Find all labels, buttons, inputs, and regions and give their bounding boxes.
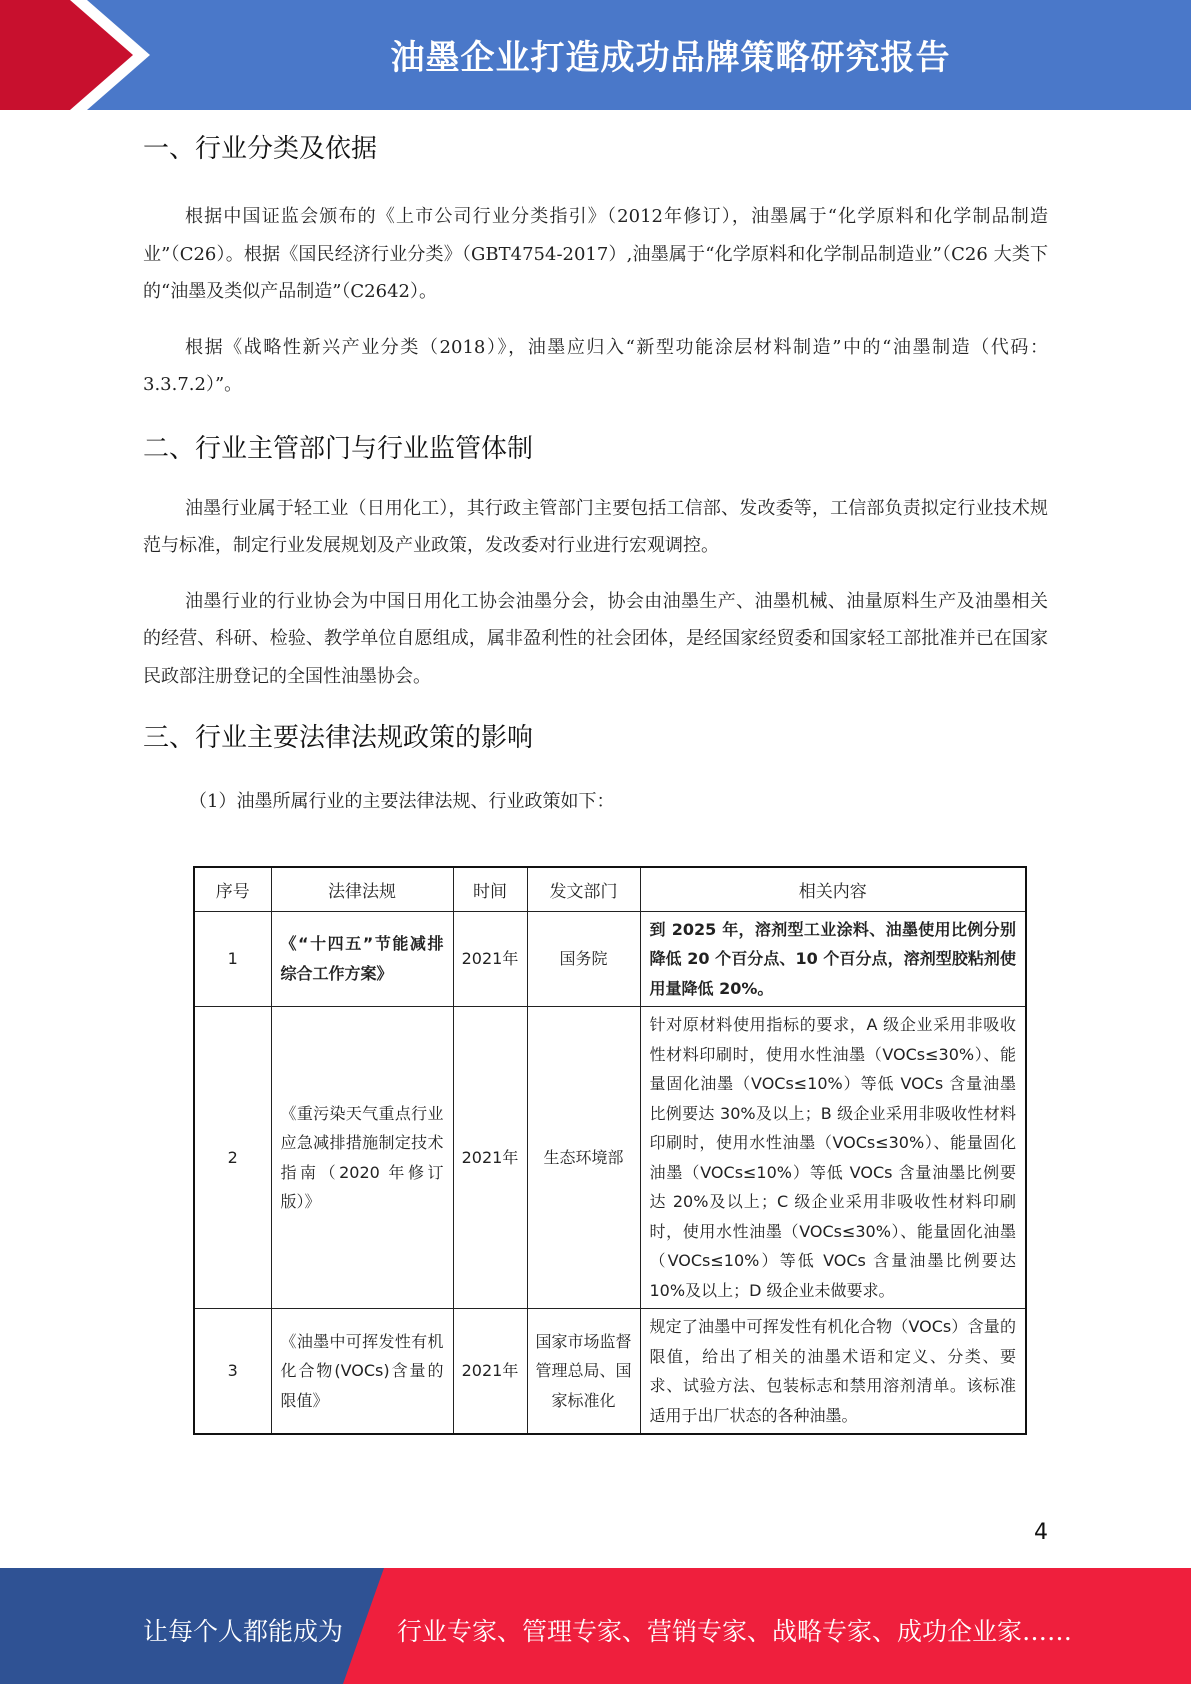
page-footer bbox=[0, 1568, 1191, 1684]
column-header-no: 序号 bbox=[194, 867, 271, 911]
cell-law: 《油墨中可挥发性有机化合物(VOCs)含量的限值》 bbox=[271, 1309, 453, 1435]
page-number: 4 bbox=[1034, 1520, 1048, 1545]
paragraph: 油墨行业的行业协会为中国日用化工协会油墨分会，协会由油墨生产、油墨机械、油量原料生产及油墨相关的经营、科研、检验、教学单位自愿组成，属非盈利性的社会团体，是经国家经贸委和国家轻工部批准并已在国家民政部注册登记的全国性油墨协会。 bbox=[143, 590, 1048, 687]
cell-no: 3 bbox=[194, 1309, 271, 1435]
table-intro: （1）油墨所属行业的主要法律法规、行业政策如下： bbox=[189, 791, 615, 812]
cell-content: 针对原材料使用指标的要求，A 级企业采用非吸收性材料印刷时，使用水性油墨（VOCs≤30%）、能量固化油墨（VOCs≤10%）等低 VOCs 含量油墨比例要达 30%及以上；B 级企业采用非吸收性材料印刷时，使用水性油墨（VOCs≤30%）、能量固化油墨（VOCs≤10%）等低 VOCs 含量油墨比例要达 20%及以上；C 级企业采用非吸收性材料印刷时，使用水性油墨（VOCs≤30%）、能量固化油墨（VOCs≤10%）等低 VOCs 含量油墨比例要达 10%及以上；D 级企业未做要求。 bbox=[640, 1007, 1026, 1309]
paragraph: 油墨行业属于轻工业（日用化工），其行政主管部门主要包括工信部、发改委等，工信部负责拟定行业技术规范与标准，制定行业发展规划及产业政策，发改委对行业进行宏观调控。 bbox=[143, 497, 1048, 556]
footer-slogan-left: 让每个人都能成为 bbox=[143, 1617, 344, 1646]
section-heading-classification: 一、行业分类及依据 bbox=[143, 134, 378, 164]
table-row bbox=[194, 911, 1026, 1007]
cell-no: 2 bbox=[194, 1007, 271, 1309]
section-heading-laws: 三、行业主要法律法规政策的影响 bbox=[143, 723, 534, 753]
cell-content: 到 2025 年，溶剂型工业涂料、油墨使用比例分别降低 20 个百分点、10 个百分点，溶剂型胶粘剂使用量降低 20%。 bbox=[640, 911, 1026, 1007]
cell-content: 规定了油墨中可挥发性有机化合物（VOCs）含量的限值，给出了相关的油墨术语和定义、分类、要求、试验方法、包装标志和禁用溶剂清单。该标准适用于出厂状态的各种油墨。 bbox=[640, 1309, 1026, 1435]
column-header-content: 相关内容 bbox=[640, 867, 1026, 911]
paragraph: 根据《战略性新兴产业分类（2018）》，油墨应归入“新型功能涂层材料制造”中的“油墨制造（代码：3.3.7.2）”。 bbox=[143, 336, 1048, 395]
policy-table-container bbox=[193, 866, 1025, 1435]
table-header-row bbox=[194, 867, 1026, 911]
cell-time: 2021年 bbox=[453, 1309, 527, 1435]
cell-no: 1 bbox=[194, 911, 271, 1007]
cell-law: 《重污染天气重点行业应急减排措施制定技术指南（2020 年修订版）》 bbox=[271, 1007, 453, 1309]
cell-time: 2021年 bbox=[453, 1007, 527, 1309]
column-header-time: 时间 bbox=[453, 867, 527, 911]
cell-dept: 国务院 bbox=[527, 911, 640, 1007]
page-header bbox=[0, 0, 1191, 110]
cell-law: 《“十四五”节能减排综合工作方案》 bbox=[271, 911, 453, 1007]
footer-slogan-right: 行业专家、管理专家、营销专家、战略专家、成功企业家…… bbox=[397, 1617, 1073, 1646]
cell-dept: 生态环境部 bbox=[527, 1007, 640, 1309]
table-row bbox=[194, 1309, 1026, 1435]
paragraph: 根据中国证监会颁布的《上市公司行业分类指引》（2012年修订），油墨属于“化学原料和化学制品制造业”（C26）。根据《国民经济行业分类》（GBT4754-2017）,油墨属于“化学原料和化学制品制造业”（C26 大类下的“油墨及类似产品制造”（C2642）。 bbox=[143, 206, 1048, 302]
report-title: 油墨企业打造成功品牌策略研究报告 bbox=[390, 38, 951, 78]
column-header-dept: 发文部门 bbox=[527, 867, 640, 911]
cell-dept: 国家市场监督管理总局、国家标准化 bbox=[527, 1309, 640, 1435]
cell-time: 2021年 bbox=[453, 911, 527, 1007]
table-row bbox=[194, 1007, 1026, 1309]
header-chevron-arrow bbox=[0, 0, 133, 110]
report-body bbox=[143, 128, 1048, 817]
section-heading-regulation: 二、行业主管部门与行业监管体制 bbox=[143, 433, 534, 464]
policy-table bbox=[193, 866, 1027, 1435]
column-header-law: 法律法规 bbox=[271, 867, 453, 911]
